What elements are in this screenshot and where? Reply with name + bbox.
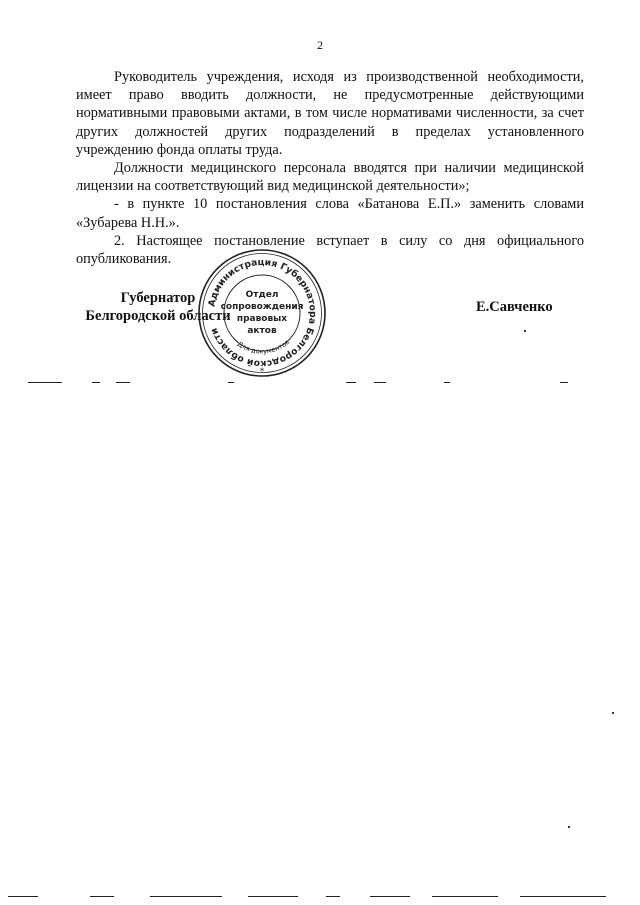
stamp-center-line-3: правовых <box>236 314 288 324</box>
signer-title-line-1: Губернатор <box>120 290 196 306</box>
page-number: 2 <box>317 38 323 52</box>
paragraph-1: Руководитель учреждения, исходя из производственной необходимости, имеет право вводить должности, не предусмотренные действующими нормативными правовыми актами, в том числе нормативами численности, за счет других должностей других подразделений в пределах установленного учреждению фонда оплаты труда. <box>76 69 584 158</box>
scan-artifact-line <box>28 382 62 383</box>
scan-artifact-line <box>92 382 100 383</box>
scan-artifact-line <box>90 896 114 897</box>
scan-artifact-line <box>8 896 38 897</box>
scan-artifact-line <box>560 382 568 383</box>
scan-artifact-line <box>248 896 298 897</box>
scan-artifact-line <box>432 896 498 897</box>
stamp-center-line-1: Отдел <box>245 290 279 300</box>
scan-artifact-line <box>444 382 450 383</box>
scan-artifact-line <box>228 382 234 383</box>
scan-artifact-line <box>326 896 340 897</box>
document-body <box>76 68 584 268</box>
scan-artifact-line <box>116 382 130 383</box>
scan-artifact-dot <box>612 712 614 714</box>
stamp-bottom-text: Для документов <box>235 338 291 356</box>
stamp-center-line-4: актов <box>247 326 277 336</box>
official-stamp-icon <box>196 247 328 379</box>
stamp-outer-text: Администрация Губернатора Белгородской области <box>206 256 319 370</box>
scan-artifact-dot <box>524 330 526 332</box>
signer-name: Е.Савченко <box>476 299 553 315</box>
scan-artifact-dot <box>568 826 570 828</box>
scan-artifact-line <box>150 896 222 897</box>
paragraph-2: Должности медицинского персонала вводятся при наличии медицинской лицензии на соответствующий вид медицинской деятельности»; <box>76 160 584 195</box>
paragraph-4: 2. Настоящее постановление вступает в силу со дня официального опубликования. <box>76 232 584 268</box>
signer-title-line-2: Белгородской области <box>85 308 231 324</box>
scan-artifact-line <box>374 382 386 383</box>
scan-artifact-line <box>370 896 410 897</box>
stamp-center-line-2: сопровождения <box>220 302 304 312</box>
scan-artifact-line <box>346 382 356 383</box>
paragraph-3: - в пункте 10 постановления слова «Батанова Е.П.» заменить словами «Зубарева Н.Н.». <box>76 196 584 231</box>
scan-artifact-line <box>520 896 606 897</box>
stamp-star: * <box>259 367 265 377</box>
